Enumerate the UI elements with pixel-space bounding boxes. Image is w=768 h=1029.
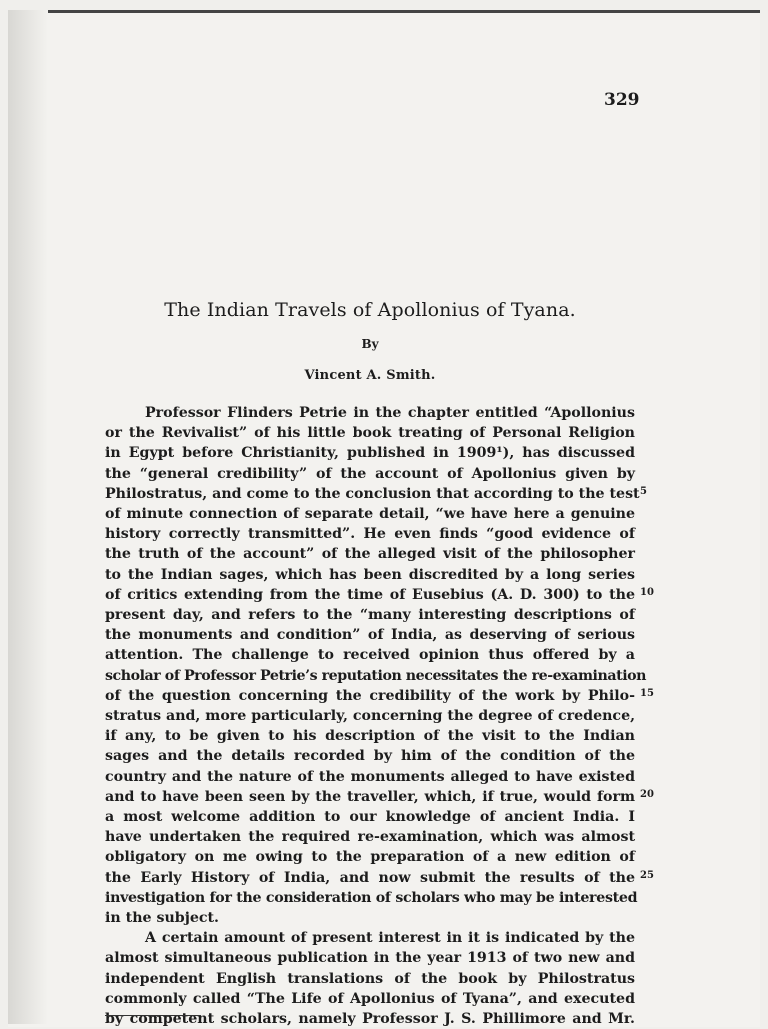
body-line: commonly called “The Life of Apollonius of Tyana”, and executed	[105, 990, 635, 1007]
body-line: Professor Flinders Petrie in the chapter entitled “Apollonius	[145, 405, 635, 421]
body-line: Philostratus, and come to the conclusion that according to the test	[105, 485, 640, 502]
body-line: the “general credibility” of the account of Apollonius given by	[105, 465, 635, 482]
body-line: present day, and refers to the “many interesting descriptions of	[105, 607, 635, 624]
page-number: 329	[604, 90, 640, 110]
book-gutter-shadow	[8, 10, 48, 1024]
body-line: attention. The challenge to received opinion thus offered by a	[105, 647, 635, 664]
byline: By	[361, 337, 379, 351]
margin-line-number: 25	[640, 870, 654, 881]
body-line: scholar of Professor Petrie’s reputation necessitates the re-examination	[105, 667, 647, 684]
body-line: if any, to be given to his description of the visit to the Indian	[105, 728, 635, 745]
body-line: of minute connection of separate detail, “we have here a genuine	[105, 506, 635, 523]
body-line: by competent scholars, namely Professor J. S. Phillimore and Mr.	[105, 1011, 635, 1028]
body-line: sages and the details recorded by him of the condition of the	[105, 748, 635, 765]
body-line: history correctly transmitted”. He even finds “good evidence of	[105, 526, 635, 543]
body-line: of the question concerning the credibility of the work by Philo-	[105, 687, 635, 704]
body-line: obligatory on me owing to the preparation of a new edition of	[105, 849, 635, 866]
body-line: or the Revivalist” of his little book treating of Personal Religion	[105, 425, 635, 442]
footnote-rule	[105, 1015, 201, 1016]
body-line: a most welcome addition to our knowledge of ancient India. I	[105, 809, 635, 826]
margin-line-number: 20	[640, 789, 654, 800]
body-line: in Egypt before Christianity, published in 1909¹), has discussed	[105, 445, 635, 462]
body-line: country and the nature of the monuments alleged to have existed	[105, 768, 635, 785]
body-line: the truth of the account” of the alleged visit of the philosopher	[105, 546, 635, 563]
body-line: almost simultaneous publication in the year 1913 of two new and	[105, 950, 635, 967]
body-line: independent English translations of the book by Philostratus	[105, 970, 635, 987]
body-line: the monuments and condition” of India, as deserving of serious	[105, 627, 635, 644]
body-line: and to have been seen by the traveller, which, if true, would form	[105, 788, 635, 805]
article-title: The Indian Travels of Apollonius of Tyana.	[164, 299, 576, 321]
body-line: have undertaken the required re-examination, which was almost	[105, 829, 635, 846]
body-line: stratus and, more particularly, concerning the degree of credence,	[105, 708, 636, 725]
body-line: of critics extending from the time of Eusebius (A. D. 300) to the	[105, 586, 635, 603]
margin-line-number: 15	[640, 688, 654, 699]
body-line: investigation for the consideration of scholars who may be interested	[105, 889, 638, 906]
body-line: in the subject.	[105, 910, 219, 927]
body-line: A certain amount of present interest in it is indicated by the	[145, 930, 635, 947]
body-line: the Early History of India, and now submit the results of the	[105, 869, 635, 886]
body-line: to the Indian sages, which has been discredited by a long series	[105, 566, 635, 583]
author-name: Vincent A. Smith.	[304, 368, 436, 383]
margin-line-number: 5	[640, 486, 647, 497]
margin-line-number: 10	[640, 587, 654, 598]
